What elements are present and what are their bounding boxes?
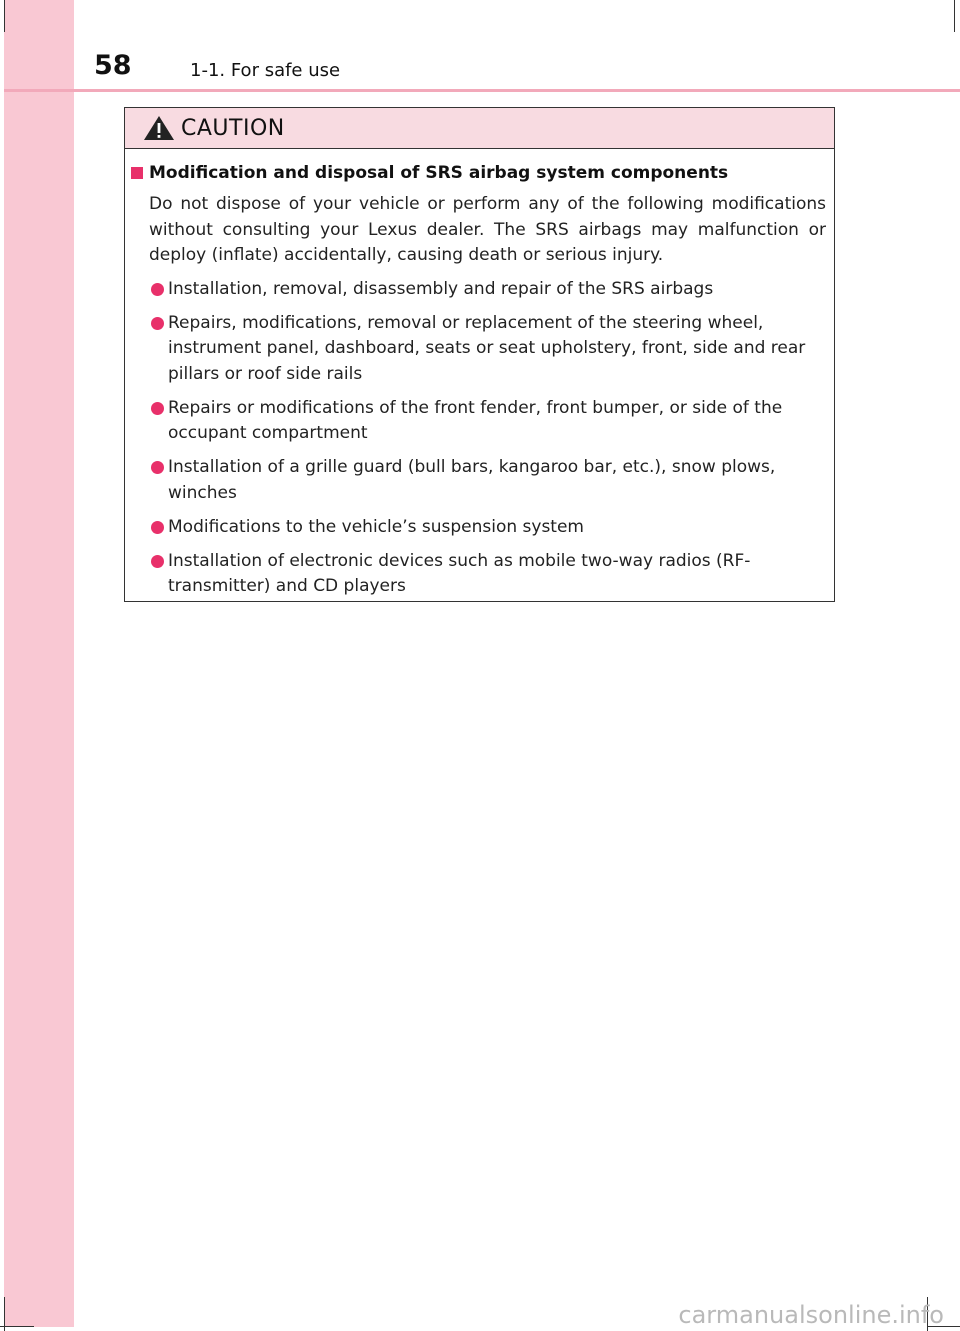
list-item <box>151 515 826 541</box>
list-item-text: Installation of electronic devices such as mobile two-way radios (RF-transmitter) and CD players <box>168 550 751 596</box>
caution-subheading <box>131 163 826 183</box>
list-item <box>151 549 826 600</box>
list-item <box>151 311 826 388</box>
list-item <box>151 455 826 506</box>
list-item <box>151 396 826 447</box>
circle-bullet-icon <box>151 461 164 474</box>
list-item-text: Modifications to the vehicle’s suspension system <box>168 516 584 537</box>
caution-intro: Do not dispose of your vehicle or perform any of the following modifications without consulting your Lexus dealer. The SRS airbags may malfunction or deploy (inflate) accidentally, causing death or serious injury. <box>149 194 826 265</box>
watermark: carmanualsonline.info <box>678 1301 944 1329</box>
caution-list <box>131 277 826 600</box>
caution-header <box>125 108 834 149</box>
page-number: 58 <box>94 50 132 81</box>
side-band <box>4 0 74 1327</box>
crop-mark-tr <box>954 0 955 32</box>
crop-mark-tl <box>4 0 5 32</box>
caution-subheading-text: Modification and disposal of SRS airbag system components <box>149 163 729 183</box>
circle-bullet-icon <box>151 317 164 330</box>
caution-body <box>125 149 834 600</box>
crop-mark-bl-h <box>0 1326 34 1327</box>
circle-bullet-icon <box>151 555 164 568</box>
list-item-text: Installation of a grille guard (bull bars, kangaroo bar, etc.), snow plows, winches <box>168 457 776 503</box>
square-bullet-icon <box>131 167 143 179</box>
list-item-text: Installation, removal, disassembly and repair of the SRS airbags <box>168 278 714 299</box>
list-item <box>151 277 826 303</box>
section-title: 1-1. For safe use <box>190 60 341 81</box>
circle-bullet-icon <box>151 521 164 534</box>
list-item-text: Repairs or modifications of the front fender, front bumper, or side of the occupant compartment <box>168 397 783 443</box>
header-rule <box>4 89 960 92</box>
caution-box <box>124 107 835 602</box>
circle-bullet-icon <box>151 283 164 296</box>
caution-title: CAUTION <box>181 115 285 141</box>
list-item-text: Repairs, modifications, removal or replacement of the steering wheel, instrument panel, dashboard, seats or seat upholstery, front, side and rear pillars or roof side rails <box>168 312 806 384</box>
warning-triangle-icon <box>143 115 175 141</box>
circle-bullet-icon <box>151 402 164 415</box>
